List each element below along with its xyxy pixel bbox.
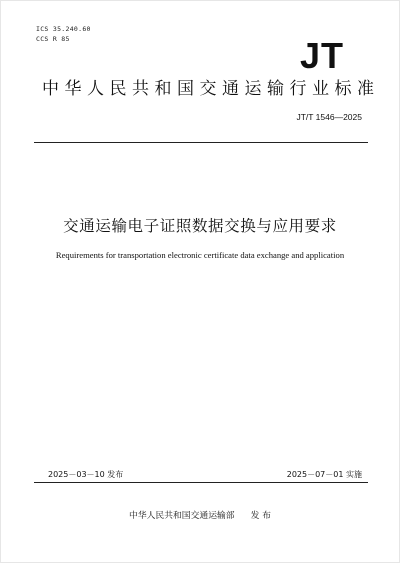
issuing-authority <box>0 510 400 522</box>
standard-number: JT/T 1546—2025 <box>296 112 362 122</box>
implementation-date: 2025－07－01 实施 <box>286 470 362 479</box>
document-title-zh: 交通运输电子证照数据交换与应用要求 <box>63 217 337 235</box>
standard-category-title: 中华人民共和国交通运输行业标准 <box>42 79 380 99</box>
jt-logo: JT <box>299 35 344 76</box>
ccs-code: CCS R 85 <box>36 35 70 43</box>
ics-code: ICS 35.240.60 <box>36 25 91 33</box>
issuer-action: 发 布 <box>250 511 271 521</box>
footer-divider <box>34 482 368 483</box>
header-divider <box>34 142 368 143</box>
issue-date: 2025－03－10 发布 <box>48 470 124 479</box>
classification-codes <box>36 24 91 44</box>
issuer-name: 中华人民共和国交通运输部 <box>129 511 235 521</box>
document-title-en: Requirements for transportation electronic certificate data exchange and application <box>55 250 345 260</box>
